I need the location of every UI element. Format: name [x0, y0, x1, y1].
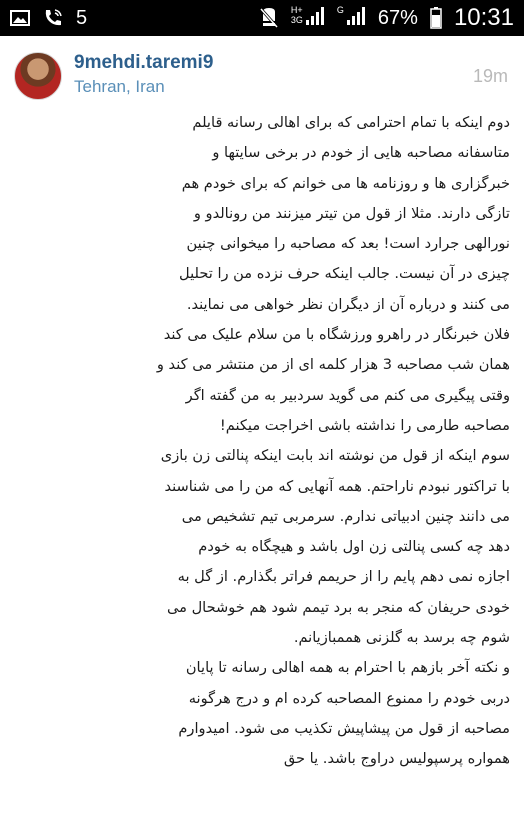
status-bar-left	[10, 7, 87, 30]
username-link[interactable]: 9mehdi.taremi9	[74, 52, 214, 73]
post-timestamp: 19m	[472, 66, 508, 86]
clock: 10:31	[453, 4, 514, 31]
battery-percent: 67%	[377, 6, 418, 29]
post-caption	[10, 108, 510, 828]
caption-line: همان شب مصاحبه 3 هزار کلمه ای از من منتشر می کند و	[156, 356, 510, 374]
signal-icon-sim2	[346, 6, 366, 30]
signal-icon-sim1	[305, 6, 325, 30]
caption-line: مصاحبه از قول من پیشاپیش تکذیب می شود. امیدوارم	[178, 719, 510, 737]
caption-line: دربی خودم را ممنوع المصاحبه کرده ام و درج هرگونه	[188, 689, 510, 707]
phone-call-icon	[42, 7, 64, 29]
caption-line: با تراکتور نبودم ناراحتم. همه آنهایی که من را می شناسند	[164, 477, 510, 495]
caption-line: خبرگزاری ها و روزنامه ها می خوانم که برای خودم هم	[181, 174, 510, 192]
caption-line: می دانند چنین ادبیاتی ندارم. سرمربی تیم تشخیص می	[181, 507, 510, 525]
caption-line: دهد چه کسی پنالتی زن اول باشد و هیچگاه به خودم	[198, 538, 510, 556]
mute-icon	[259, 7, 279, 29]
caption-line: فلان خبرنگار در راهرو ورزشگاه با من سلام علیک می کند	[163, 326, 510, 344]
status-bar	[0, 0, 524, 36]
status-bar-right	[259, 4, 514, 32]
post-header	[0, 44, 524, 100]
caption-line: می کنند و درباره آن از دیگران نظر خواهی می نمایند.	[186, 295, 510, 313]
caption-line: خودی حریفان که منجر به برد تیمم شود هم خوشحال می	[166, 598, 510, 616]
caption-line: اجازه نمی دهم پایم را از حریمم فراتر بگذارم. از گل به	[177, 568, 510, 586]
caption-line: چیزی در آن نیست. جالب اینکه حرف نزده من را تحلیل	[179, 265, 510, 283]
caption-line: سوم اینکه از قول من نوشته اند بابت اینکه پنالتی زن بازی	[160, 447, 510, 465]
network-h-plus	[291, 6, 325, 30]
location-link[interactable]: Tehran, Iran	[74, 77, 165, 96]
caption-line: تازگی دارند. مثلا از قول من تیتر میزنند من رونالدو و	[193, 204, 510, 222]
gallery-icon	[10, 10, 30, 26]
network-g-label: G	[336, 5, 344, 15]
caption-line: وقتی پیگیری می کنم می گوید سردبیر به من گفته اگر	[185, 386, 510, 404]
network-g	[337, 6, 366, 30]
caption-line: نورالهی جرارد است! بعد که مصاحبه را میخوانی چنین	[186, 235, 510, 253]
caption-line: مصاحبه طارمی را نداشته باشی اخراجت میکنم!	[219, 416, 510, 434]
network-3g-label: 3G	[290, 15, 303, 25]
caption-line: همواره پرسپولیس دراوج باشد. یا حق	[283, 750, 510, 768]
notification-count: 5	[76, 6, 88, 29]
caption-line: متاسفانه مصاحبه هایی از خودم در برخی سایتها و	[212, 144, 510, 162]
caption-line: دوم اینکه با تمام احترامی که برای اهالی رسانه قایلم	[192, 114, 510, 131]
caption-line: شوم چه برسد به گلزنی هممبازیانم.	[293, 629, 510, 647]
avatar[interactable]	[14, 52, 62, 100]
caption-line: و نکته آخر بازهم با احترام به همه اهالی رسانه تا پایان	[185, 659, 510, 677]
network-h-label: H+	[290, 5, 303, 15]
battery-icon	[430, 7, 442, 29]
